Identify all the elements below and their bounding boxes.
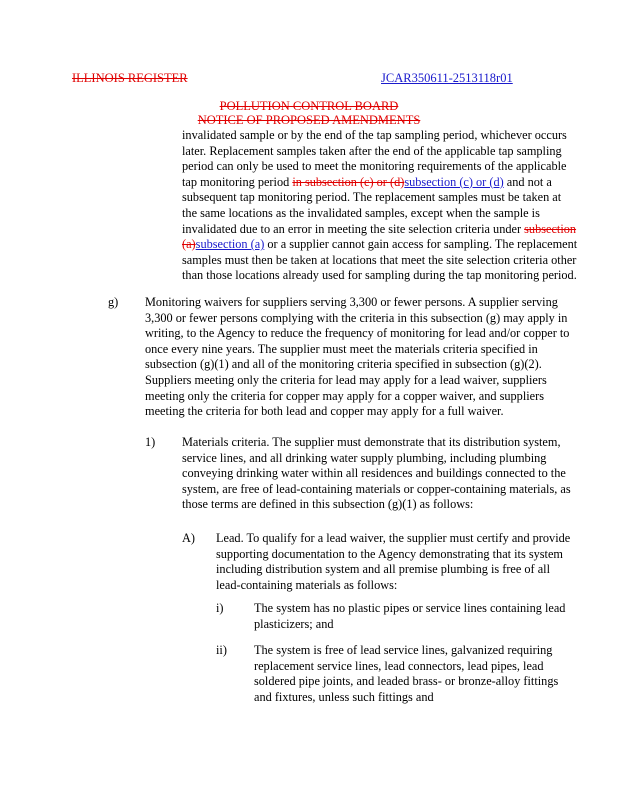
subsection-ii-text: The system is free of lead service lines, galvanized requiring replacement service lines, lead connectors, lead pipes, lead soldered pipe joints, and leaded brass- or bronze-alloy fittings and fixtures, unless such fittings and bbox=[254, 643, 559, 704]
subsection-1-label: 1) bbox=[145, 435, 156, 449]
deleted-text: subsection (a) bbox=[182, 221, 577, 252]
subsection-g-text: Monitoring waivers for suppliers serving 3,300 or fewer persons. A supplier serving 3,300 or fewer persons complying with the criteria in this subsection (g) may apply in writing, to the Agency to reduce the frequency of monitoring for lead and/or copper to once every nine years. The supplier must meet the materials criteria specified in subsection (g)(1) and all of the monitoring criteria specified in subsection (g)(2). Suppliers meeting only the criteria for lead may apply for a lead waiver, suppliers meeting only the criteria for copper may apply for a copper waiver, and suppliers meeting the criteria for both lead and copper may apply for a full waiver. bbox=[145, 295, 570, 419]
continuation-text-3: or a supplier cannot gain access for sampling. The replacement samples must then be taken at locations that meet the site selection criteria other than those locations already used for sampling during the tap monitoring period. bbox=[182, 237, 578, 283]
subsection-A-text: Lead. To qualify for a lead waiver, the supplier must certify and provide supporting documentation to the Agency demonstrating that its system including distribution system and all premise plumbing is free of all lead-containing materials as follows: bbox=[216, 531, 571, 592]
continuation-text-1: invalidated sample or by the end of the tap sampling period, whichever occurs later. Replacement samples taken after the end of the applicable tap sampling period can only be used to meet the monitoring requirements of the applicable tap monitoring period bbox=[182, 128, 567, 189]
jcar-reference: JCAR350611-2513118r01 bbox=[381, 71, 513, 85]
deleted-text: in subsection (c) or (d) bbox=[292, 174, 405, 189]
subsection-g-label: g) bbox=[108, 295, 119, 309]
subsection-i-text: The system has no plastic pipes or service lines containing lead plasticizers; and bbox=[254, 601, 566, 631]
notice-title: NOTICE OF PROPOSED AMENDMENTS bbox=[197, 113, 421, 127]
inserted-text: subsection (c) or (d) bbox=[404, 174, 504, 189]
subsection-1-text: Materials criteria. The supplier must demonstrate that its distribution system, service lines, and all drinking water supply plumbing, including plumbing conveying drinking water within all residences and buildings connected to the system, are free of lead-containing materials or copper-containing materials, as those terms are defined in this subsection (g)(1) as follows: bbox=[182, 435, 571, 512]
agency-name: POLLUTION CONTROL BOARD bbox=[219, 99, 399, 113]
register-header: ILLINOIS REGISTER bbox=[72, 71, 188, 85]
subsection-ii-label: ii) bbox=[216, 643, 227, 657]
continuation-text-2: and not a subsequent tap monitoring period. The replacement samples must be taken at the same locations as the invalidated samples, except when the sample is invalidated due to an error in meeting the site selection criteria under bbox=[182, 174, 562, 236]
inserted-text: subsection (a) bbox=[195, 237, 265, 252]
subsection-A-label: A) bbox=[182, 531, 195, 545]
continuation-paragraph bbox=[182, 128, 578, 284]
subsection-i-label: i) bbox=[216, 601, 224, 615]
